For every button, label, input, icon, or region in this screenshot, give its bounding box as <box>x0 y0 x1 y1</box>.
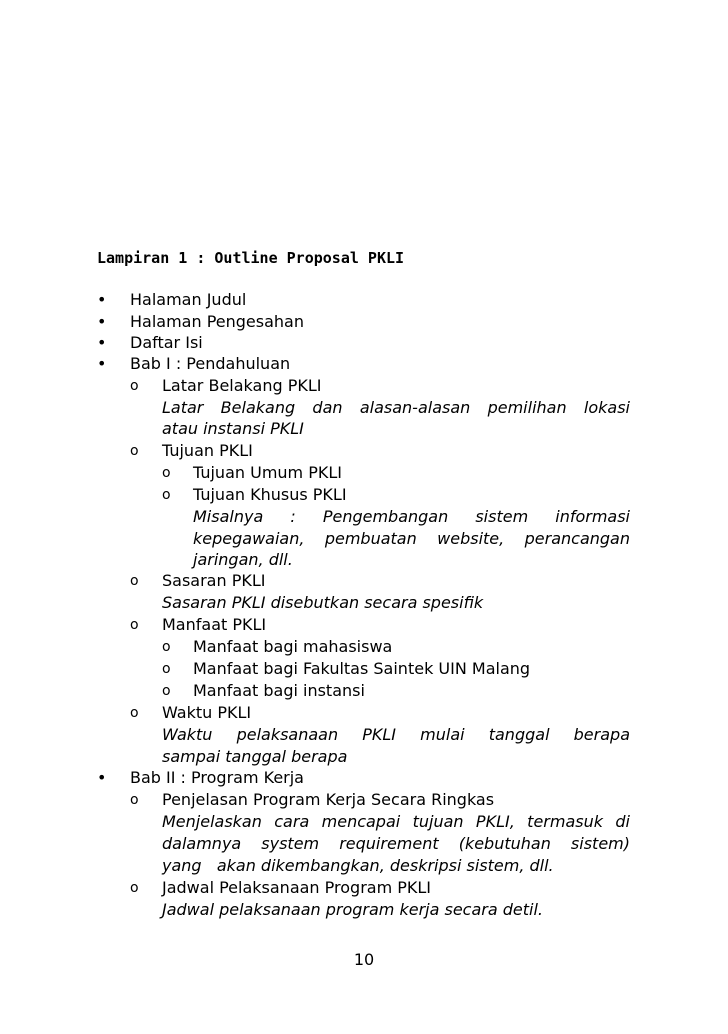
sub-list-item-label: Tujuan PKLI <box>162 441 253 460</box>
list-item-label: Halaman Judul <box>130 290 247 309</box>
sub-list-item-label: Waktu PKLI <box>162 703 252 722</box>
list-item-label: Daftar Isi <box>130 333 203 352</box>
sub-list-item-label: Penjelasan Program Kerja Secara Ringkas <box>162 790 495 809</box>
bullet-marker: • <box>97 354 107 373</box>
circle-marker: o <box>162 683 171 699</box>
list-item-label: Halaman Pengesahan <box>130 312 304 331</box>
circle-marker: o <box>162 661 171 677</box>
description-text: jaringan, dll. <box>193 550 293 569</box>
description-text: kepegawaian, pembuatan website, perancangan <box>193 529 630 548</box>
circle-marker: o <box>130 378 139 394</box>
circle-marker: o <box>130 792 139 808</box>
list-item-label: Bab I : Pendahuluan <box>130 354 291 373</box>
circle-marker: o <box>162 487 171 503</box>
description-text: Menjelaskan cara mencapai tujuan PKLI, termasuk di <box>162 812 630 831</box>
sub-list-item-label: Sasaran PKLI <box>162 571 266 590</box>
circle-marker: o <box>130 617 139 633</box>
page-number: 10 <box>353 950 375 969</box>
circle-marker: o <box>162 465 171 481</box>
description-text: Sasaran PKLI disebutkan secara spesifik <box>162 593 484 612</box>
sub-list-item-label: Manfaat PKLI <box>162 615 267 634</box>
bullet-marker: • <box>97 312 107 331</box>
bullet-marker: • <box>97 768 107 787</box>
description-text: Latar Belakang dan alasan-alasan pemilihan lokasi <box>162 398 630 417</box>
circle-marker: o <box>130 573 139 589</box>
description-text: atau instansi PKLI <box>162 419 304 438</box>
sub-sub-list-item-label: Tujuan Umum PKLI <box>193 463 342 482</box>
bullet-marker: • <box>97 333 107 352</box>
sub-sub-list-item-label: Manfaat bagi mahasiswa <box>193 637 393 656</box>
description-text: dalamnya system requirement (kebutuhan sistem) <box>162 834 630 853</box>
sub-sub-list-item-label: Tujuan Khusus PKLI <box>193 485 347 504</box>
description-text: Jadwal pelaksanaan program kerja secara detil. <box>162 900 543 919</box>
description-text: sampai tanggal berapa <box>162 747 348 766</box>
sub-list-item-label: Latar Belakang PKLI <box>162 376 322 395</box>
sub-list-item-label: Jadwal Pelaksanaan Program PKLI <box>162 878 432 897</box>
circle-marker: o <box>162 639 171 655</box>
list-item-label: Bab II : Program Kerja <box>130 768 304 787</box>
description-text: Misalnya : Pengembangan sistem informasi <box>193 507 630 526</box>
description-text: yang akan dikembangkan, deskripsi sistem, dll. <box>162 856 554 875</box>
bullet-marker: • <box>97 290 107 309</box>
sub-sub-list-item-label: Manfaat bagi instansi <box>193 681 365 700</box>
circle-marker: o <box>130 443 139 459</box>
circle-marker: o <box>130 705 139 721</box>
page-title: Lampiran 1 : Outline Proposal PKLI <box>97 249 405 267</box>
sub-sub-list-item-label: Manfaat bagi Fakultas Saintek UIN Malang <box>193 659 531 678</box>
circle-marker: o <box>130 880 139 896</box>
description-text: Waktu pelaksanaan PKLI mulai tanggal berapa <box>162 725 630 744</box>
